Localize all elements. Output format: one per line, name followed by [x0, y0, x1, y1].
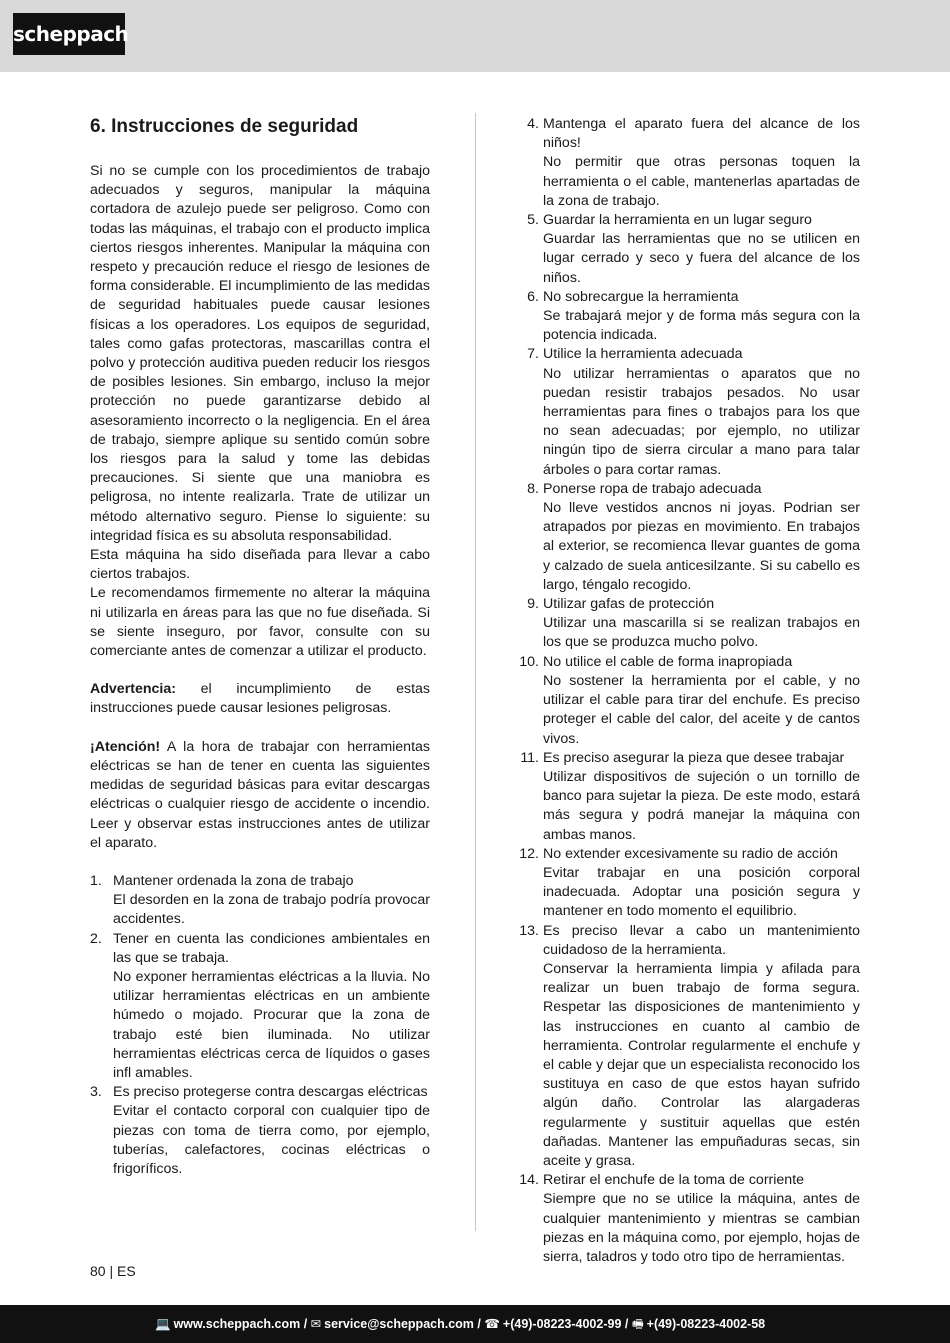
- item-text: Se trabajará mejor y de forma más segura con la potencia indicada.: [543, 308, 860, 344]
- item-text: Guardar las herramientas que no se utilicen en lugar cerrado y seco y fuera del alcance de los niños.: [543, 231, 860, 286]
- left-column: [90, 115, 430, 1179]
- right-column: [517, 115, 860, 1267]
- list-item: [90, 930, 430, 1084]
- header-band: [0, 0, 950, 72]
- item-title: Utilizar gafas de protección: [543, 596, 715, 613]
- recommend-paragraph: Le recomendamos firmemente no alterar la máquina ni utilizarla en áreas para las que no fue diseñada. Si se siente inseguro, por favor, consulte con su comerciante antes de comenzar a utilizar el producto.: [90, 585, 430, 660]
- intro-paragraph: Si no se cumple con los procedimientos de trabajo adecuados y seguros, manipular la máquina cortadora de azulejo puede ser peligroso. Como con todas las máquinas, el trabajo con el producto implica ciertos riesgos inherentes. Manipular la máquina con respeto y precaución reduce el riesgo de lesiones de forma considerable. El incumplimiento de las medidas de seguridad habituales puede causar lesiones físicas a los operadores. Los equipos de seguridad, tales como gafas protectoras, mascarillas contra el polvo y protección auditiva pueden reducir los riesgos de posibles lesiones. Sin embargo, incluso la mejor protección no puede garantizarse debido al asesoramiento incorrecto o la negligencia. En el área de trabajo, siempre aplique su sentido común sobre los riesgos para la salud y tome las debidas precauciones. Si siente que una maniobra es peligrosa, no intente realizarla. Trate de utilizar un método alternativo seguro. Piense lo siguiente: su integridad física es su absoluta responsabilidad.: [90, 163, 430, 544]
- warning-text: el incumplimiento de estas instrucciones puede causar lesiones peligrosas.: [90, 681, 430, 717]
- list-item: [517, 211, 860, 288]
- item-text: Conservar la herramienta limpia y afilada para realizar un buen trabajo de forma segura. Respetar las disposiciones de mantenimiento y las instrucciones en cuanto al cambio de herramienta. Controlar regularmente el enchufe y el cable y dejar que un especialista reconocido los sustituya en caso de que estos hayan sufrido algún daño. Controlar las alargaderas regularmente y sustituir aquellas que estén dañadas. Mantener las empuñaduras secas, sin aceite y grasa.: [543, 960, 860, 1169]
- item-text: Evitar el contacto corporal con cualquier tipo de piezas con toma de tierra como, por ejemplo, tuberías, calefactores, cocinas eléctricas o frigoríficos.: [113, 1103, 430, 1177]
- item-title: Mantener ordenada la zona de trabajo: [113, 872, 354, 889]
- item-number: 10.: [519, 653, 539, 670]
- item-title: Mantenga el aparato fuera del alcance de los niños!: [543, 116, 860, 152]
- item-text: No exponer herramientas eléctricas a la lluvia. No utilizar herramientas eléctricas en un ambiente húmedo o mojado. Procurar que la zona de trabajo esté bien iluminada. No utilizar herramientas eléctricas cerca de líquidos o gases infl amables.: [113, 968, 430, 1081]
- item-number: 6.: [527, 288, 539, 305]
- attention-paragraph: [90, 738, 430, 853]
- separator: /: [473, 1317, 485, 1331]
- designed-paragraph: Esta máquina ha sido diseñada para llevar a cabo ciertos trabajos.: [90, 547, 430, 583]
- safety-list-left: [90, 872, 430, 1179]
- separator: /: [621, 1317, 632, 1331]
- list-item: [517, 749, 860, 845]
- scheppach-logo: scheppach: [13, 13, 125, 55]
- attention-text: A la hora de trabajar con herramientas eléctricas se han de tener en cuenta las siguientes medidas de seguridad básicas para evitar descargas eléctricas o cualquier riesgo de accidente o incendio. Leer y observar estas instrucciones antes de utilizar el aparato.: [90, 738, 430, 851]
- email-link[interactable]: service@scheppach.com: [324, 1317, 474, 1331]
- item-number: 1.: [90, 872, 102, 889]
- item-text: No utilizar herramientas o aparatos que no puedan resistir trabajos pesados. No usar herramientas para fines o trabajos para los que no sean adecuadas; por ejemplo, no utilizar ningún tipo de sierra circular a mano para talar árboles o para cortar ramas.: [543, 365, 860, 478]
- list-item: [90, 1083, 430, 1179]
- item-number: 14.: [519, 1172, 539, 1189]
- item-title: No utilice el cable de forma inapropiada: [543, 653, 793, 670]
- item-number: 4.: [527, 116, 539, 132]
- item-title: Utilice la herramienta adecuada: [543, 346, 743, 363]
- item-text: Utilizar una mascarilla si se realizan trabajos en los que se produzca mucho polvo.: [543, 615, 860, 651]
- item-number: 11.: [520, 749, 539, 766]
- item-number: 9.: [527, 596, 539, 613]
- attention-label: ¡Atención!: [90, 738, 161, 755]
- item-text: Evitar trabajar en una posición corporal inadecuada. Adoptar una posición segura y mantener en todo momento el equilibrio.: [543, 864, 860, 920]
- list-item: [517, 1171, 860, 1267]
- item-title: Retirar el enchufe de la toma de corriente: [543, 1172, 805, 1189]
- item-text: Siempre que no se utilice la máquina, antes de cualquier mantenimiento y mientras se cambian piezas en la máquina como, por ejemplo, hojas de sierra, taladros y todo otro tipo de herramientas.: [543, 1191, 860, 1265]
- list-item: [517, 480, 860, 595]
- fax-icon: 🖷: [631, 1317, 644, 1331]
- item-number: 5.: [527, 212, 539, 229]
- list-item: [517, 845, 860, 922]
- item-number: 3.: [90, 1084, 102, 1101]
- item-title: Tener en cuenta las condiciones ambientales en las que se trabaja.: [113, 930, 430, 966]
- item-title: Ponerse ropa de trabajo adecuada: [543, 480, 762, 497]
- page-number: 80 | ES: [90, 1263, 136, 1279]
- item-text: No permitir que otras personas toquen la herramienta o el cable, mantenerlas apartadas de la zona de trabajo.: [543, 154, 860, 209]
- mail-icon: ✉: [310, 1317, 322, 1331]
- list-item: [90, 872, 430, 930]
- item-number: 12.: [519, 845, 539, 862]
- item-number: 7.: [527, 346, 539, 363]
- section-title: 6. Instrucciones de seguridad: [90, 116, 359, 137]
- separator: /: [300, 1317, 311, 1331]
- list-item: [517, 115, 860, 211]
- safety-list-right: [517, 115, 860, 1267]
- list-item: [517, 345, 860, 479]
- computer-icon: 💻: [155, 1317, 171, 1331]
- phone-number: +(49)-08223-4002-99: [502, 1317, 622, 1331]
- item-text: Utilizar dispositivos de sujeción o un tornillo de banco para sujetar la pieza. De este modo, estará más segura y podrá manejar la máquina con ambas manos.: [543, 768, 860, 843]
- item-title: No sobrecargue la herramienta: [543, 288, 739, 305]
- item-number: 8.: [527, 480, 539, 497]
- item-text: No sostener la herramienta por el cable, y no utilizar el cable para tirar del enchufe. Es preciso proteger el cable del calor, del aceite y de cantos vivos.: [543, 672, 860, 747]
- list-item: [517, 288, 860, 346]
- item-title: Guardar la herramienta en un lugar seguro: [543, 212, 812, 229]
- footer-bar: [0, 1305, 950, 1343]
- list-item: [517, 653, 860, 749]
- column-divider: [475, 113, 476, 1231]
- list-item: [517, 595, 860, 653]
- phone-icon: ☎: [484, 1317, 500, 1331]
- item-title: No extender excesivamente su radio de acción: [543, 845, 838, 862]
- warning-label: Advertencia:: [90, 681, 176, 698]
- item-number: 13.: [519, 922, 539, 939]
- item-text: No lleve vestidos ancnos ni joyas. Podrian ser atrapados por piezas en movimiento. En trabajos al exterior, se recomienca llevar guantes de goma y calzado de suela anticesilzante. Si su cabello es largo, téngalo recogido.: [543, 500, 860, 593]
- item-title: Es preciso llevar a cabo un mantenimiento cuidadoso de la herramienta.: [543, 922, 860, 958]
- item-number: 2.: [90, 930, 102, 947]
- footer-contacts: [155, 1305, 765, 1343]
- item-text: El desorden en la zona de trabajo podría provocar accidentes.: [113, 892, 430, 928]
- item-title: Es preciso asegurar la pieza que desee trabajar: [543, 749, 845, 766]
- item-title: Es preciso protegerse contra descargas eléctricas: [113, 1084, 428, 1101]
- warning-paragraph: [90, 680, 430, 718]
- website-link[interactable]: www.scheppach.com: [173, 1317, 301, 1331]
- fax-number: +(49)-08223-4002-58: [646, 1317, 766, 1331]
- list-item: [517, 922, 860, 1172]
